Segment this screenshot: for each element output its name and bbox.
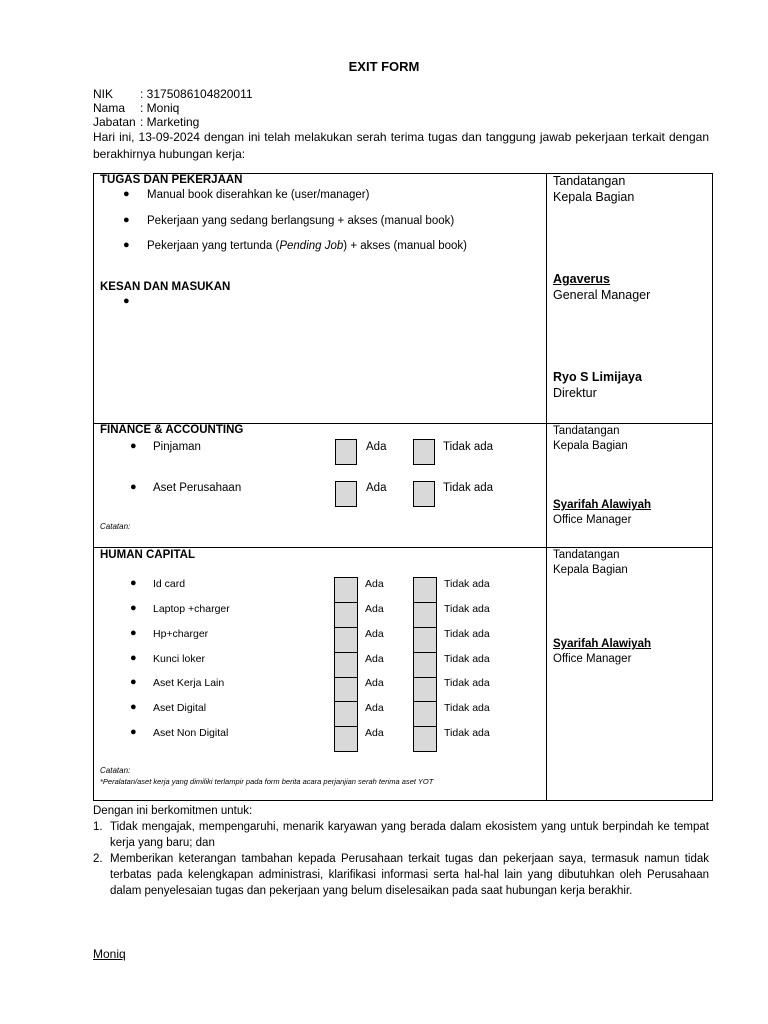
tugas-item [147,240,467,252]
finance-catatan: Catatan: [100,522,131,531]
bullet-icon: ● [130,676,137,688]
jabatan-label: Jabatan [93,115,136,129]
tidak-ada-label: Tidak ada [444,727,490,739]
signature-block-3 [553,548,628,578]
checkbox-divider [414,701,436,702]
hc-item: Aset Non Digital [153,727,229,739]
tugas-item-part: Pekerjaan yang tertunda ( [147,240,280,252]
hc-item: Laptop +charger [153,603,230,615]
tidak-ada-checkbox[interactable] [413,439,435,465]
nama-value: : Moniq [140,101,180,115]
bullet-icon: ● [123,188,130,200]
tidak-ada-label: Tidak ada [444,653,490,665]
tugas-heading: TUGAS DAN PEKERJAAN [100,174,243,186]
hc-item: Hp+charger [153,628,209,640]
director-name: Ryo S Limijaya [553,370,642,384]
tidak-ada-label: Tidak ada [444,702,490,714]
checkbox-divider [335,602,357,603]
ada-label: Ada [365,603,384,615]
nik-value: : 3175086104820011 [140,87,253,101]
ada-label: Ada [366,482,387,494]
director-title: Direktur [553,386,597,400]
tidak-ada-label: Tidak ada [444,578,490,590]
ada-label: Ada [365,628,384,640]
pending-job-text: Pending Job [279,240,344,252]
tidak-ada-label: Tidak ada [444,603,490,615]
bullet-icon: ● [130,726,137,738]
commitment-text: Memberikan keterangan tambahan kepada Perusahaan terkait tugas dan pekerjaan saya, termasuk namun tidak terbatas pada kelengkapan administrasi, klarifikasi informasi serta hal-hal lain yang dibutuhkan oleh Perusahaan dalam penyelesaian tugas dan pekerjaan yang belum diselesaikan pada saat hubungan kerja berakhir. [110,853,709,897]
sign-label: Kepala Bagian [553,440,628,452]
hc-note: *Peralatan/aset kerja yang dimiliki terlampir pada form berita acara perjanjian serah terima aset YOT [100,777,434,786]
sign-label: Tandatangan [553,425,620,437]
checkbox-divider [335,652,357,653]
ada-checkbox[interactable] [335,481,357,507]
intro-paragraph: Hari ini, 13-09-2024 dengan ini telah melakukan serah terima tugas dan tanggung jawab pekerjaan terkait dengan berakhirnya hubungan kerja: [93,130,709,161]
signature-block-2 [553,424,628,454]
nama-row [93,101,179,115]
ada-checkbox-column[interactable] [334,577,358,752]
hc-item: Id card [153,578,186,590]
commitment-item-2 [93,851,709,901]
finance-item: Aset Perusahaan [153,482,242,494]
gm-signatory [553,271,650,303]
checkbox-divider [414,602,436,603]
tidak-ada-label: Tidak ada [443,441,494,453]
checkbox-divider [414,627,436,628]
signatory-name: Syarifah Alawiyah [553,499,652,511]
checkbox-divider [414,677,436,678]
bullet-icon: ● [123,214,130,226]
finance-item: Pinjaman [153,441,201,453]
ada-label: Ada [365,727,384,739]
hc-signatory [553,637,651,667]
form-title: EXIT FORM [348,59,420,74]
nik-label: NIK [93,87,114,101]
tidak-ada-label: Tidak ada [444,677,490,689]
hc-catatan: Catatan: [100,766,131,775]
bullet-icon: ● [130,701,137,713]
ada-label: Ada [365,578,384,590]
sign-label: Tandatangan [553,549,620,561]
tugas-item: Pekerjaan yang sedang berlangsung + akses (manual book) [147,215,455,227]
commitment-intro: Dengan ini berkomitmen untuk: [93,805,253,817]
column-divider [546,173,547,801]
jabatan-row [93,115,199,129]
jabatan-value: : Marketing [140,115,200,129]
signatory-title: Office Manager [553,653,632,665]
hc-item: Aset Digital [153,702,207,714]
hc-heading: HUMAN CAPITAL [100,549,195,561]
employee-signature-name: Moniq [93,947,126,961]
commitment-number: 2. [93,853,103,865]
bullet-icon: ● [130,440,137,452]
signatory-title: Office Manager [553,514,632,526]
sign-label: Kepala Bagian [553,190,635,204]
gm-name: Agaverus [553,272,610,286]
commitment-number: 1. [93,821,103,833]
tidak-ada-label: Tidak ada [444,628,490,640]
commitment-item-1 [93,819,709,853]
checkbox-divider [414,652,436,653]
ada-checkbox[interactable] [335,439,357,465]
sign-label: Kepala Bagian [553,564,628,576]
bullet-icon: ● [123,295,130,307]
signature-block-1 [553,173,634,205]
checkbox-divider [335,701,357,702]
tugas-item: Manual book diserahkan ke (user/manager) [147,189,370,201]
finance-heading: FINANCE & ACCOUNTING [100,424,244,436]
gm-title: General Manager [553,288,651,302]
nama-label: Nama [93,101,126,115]
tugas-item-part: ) + akses (manual book) [343,240,467,252]
checkbox-divider [335,627,357,628]
bullet-icon: ● [123,239,130,251]
director-signatory [553,369,642,401]
finance-signatory [553,498,651,528]
nik-row [93,87,253,101]
hc-item: Aset Kerja Lain [153,677,225,689]
bullet-icon: ● [130,627,137,639]
bullet-icon: ● [130,602,137,614]
bullet-icon: ● [130,481,137,493]
ada-label: Ada [365,653,384,665]
sign-label: Tandatangan [553,174,626,188]
ada-label: Ada [366,441,387,453]
checkbox-divider [335,677,357,678]
commitment-text: Tidak mengajak, mempengaruhi, menarik karyawan yang berada dalam ekosistem yang untuk berpindah ke tempat kerja yang baru; dan [110,821,709,849]
bullet-icon: ● [130,577,137,589]
hc-item: Kunci loker [153,653,205,665]
tidak-ada-checkbox-column[interactable] [413,577,437,752]
kesan-heading: KESAN DAN MASUKAN [100,281,231,293]
signatory-name: Syarifah Alawiyah [553,638,652,650]
ada-label: Ada [365,702,384,714]
tidak-ada-checkbox[interactable] [413,481,435,507]
checkbox-divider [414,726,436,727]
ada-label: Ada [365,677,384,689]
checkbox-divider [335,726,357,727]
bullet-icon: ● [130,652,137,664]
tidak-ada-label: Tidak ada [443,482,494,494]
